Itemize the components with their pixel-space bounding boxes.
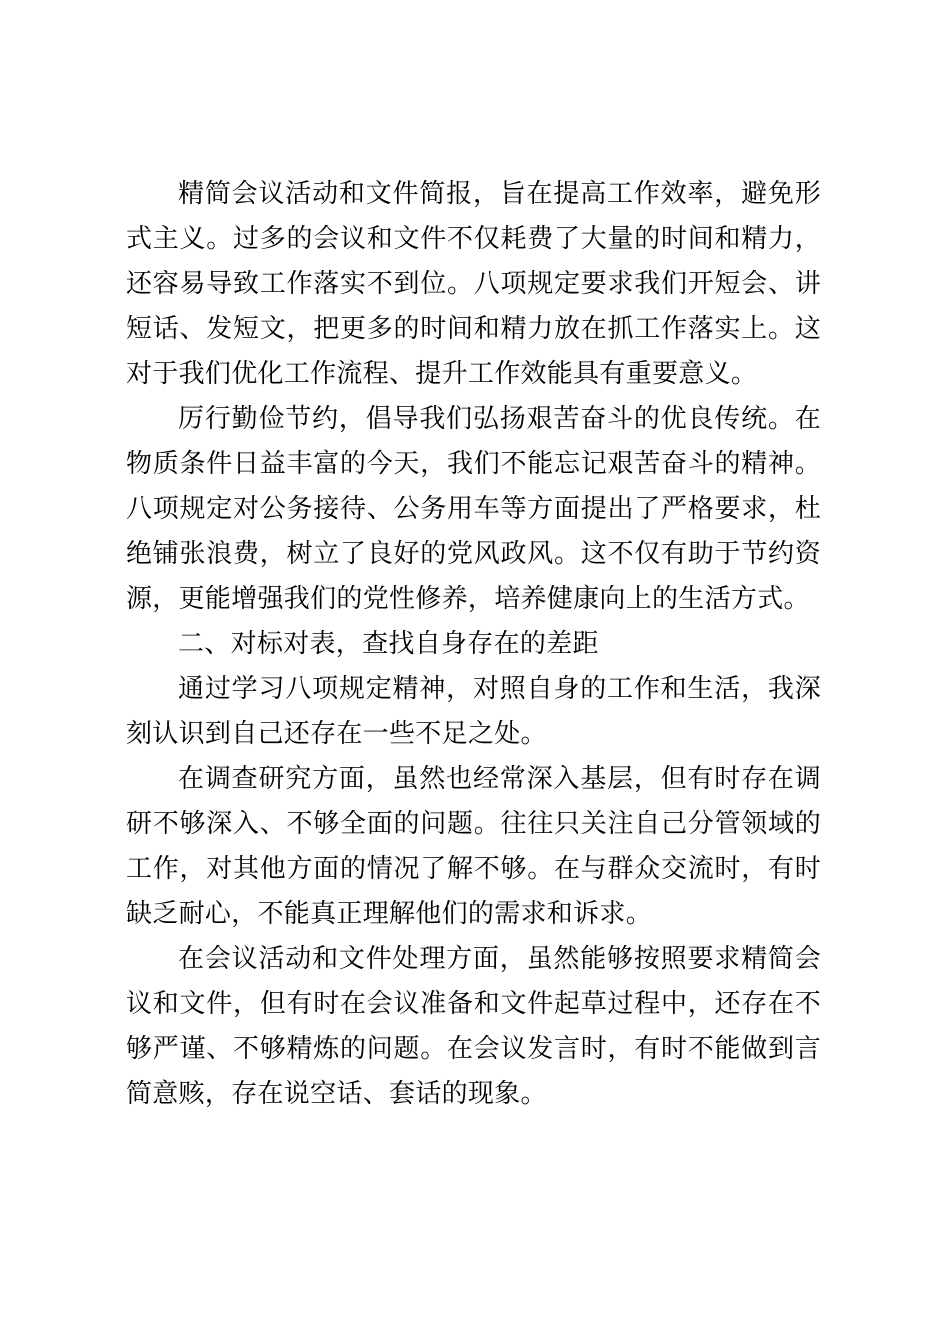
paragraph-meetings-documents: 在会议活动和文件处理方面，虽然能够按照要求精简会议和文件，但有时在会议准备和文件起草过程中，还存在不够严谨、不够精炼的问题。在会议发言时，有时不能做到言简意赅，存在说空话、套话的现象。	[126, 944, 821, 1109]
document-body	[126, 172, 821, 1117]
paragraph-frugality: 厉行勤俭节约，倡导我们弘扬艰苦奋斗的优良传统。在物质条件日益丰富的今天，我们不能忘记艰苦奋斗的精神。八项规定对公务接待、公务用车等方面提出了严格要求，杜绝铺张浪费，树立了良好的党风政风。这不仅有助于节约资源，更能增强我们的党性修养，培养健康向上的生活方式。	[126, 404, 821, 614]
paragraph-meeting-streamlining: 精简会议活动和文件简报，旨在提高工作效率，避免形式主义。过多的会议和文件不仅耗费了大量的时间和精力，还容易导致工作落实不到位。八项规定要求我们开短会、讲短话、发短文，把更多的时间和精力放在抓工作落实上。这对于我们优化工作流程、提升工作效能具有重要意义。	[126, 179, 821, 389]
section-heading: 二、对标对表，查找自身存在的差距	[178, 629, 599, 659]
paragraph-self-reflection: 通过学习八项规定精神，对照自身的工作和生活，我深刻认识到自己还存在一些不足之处。	[126, 674, 821, 749]
paragraph-research: 在调查研究方面，虽然也经常深入基层，但有时存在调研不够深入、不够全面的问题。往往只关注自己分管领域的工作，对其他方面的情况了解不够。在与群众交流时，有时缺乏耐心，不能真正理解他们的需求和诉求。	[126, 764, 821, 929]
